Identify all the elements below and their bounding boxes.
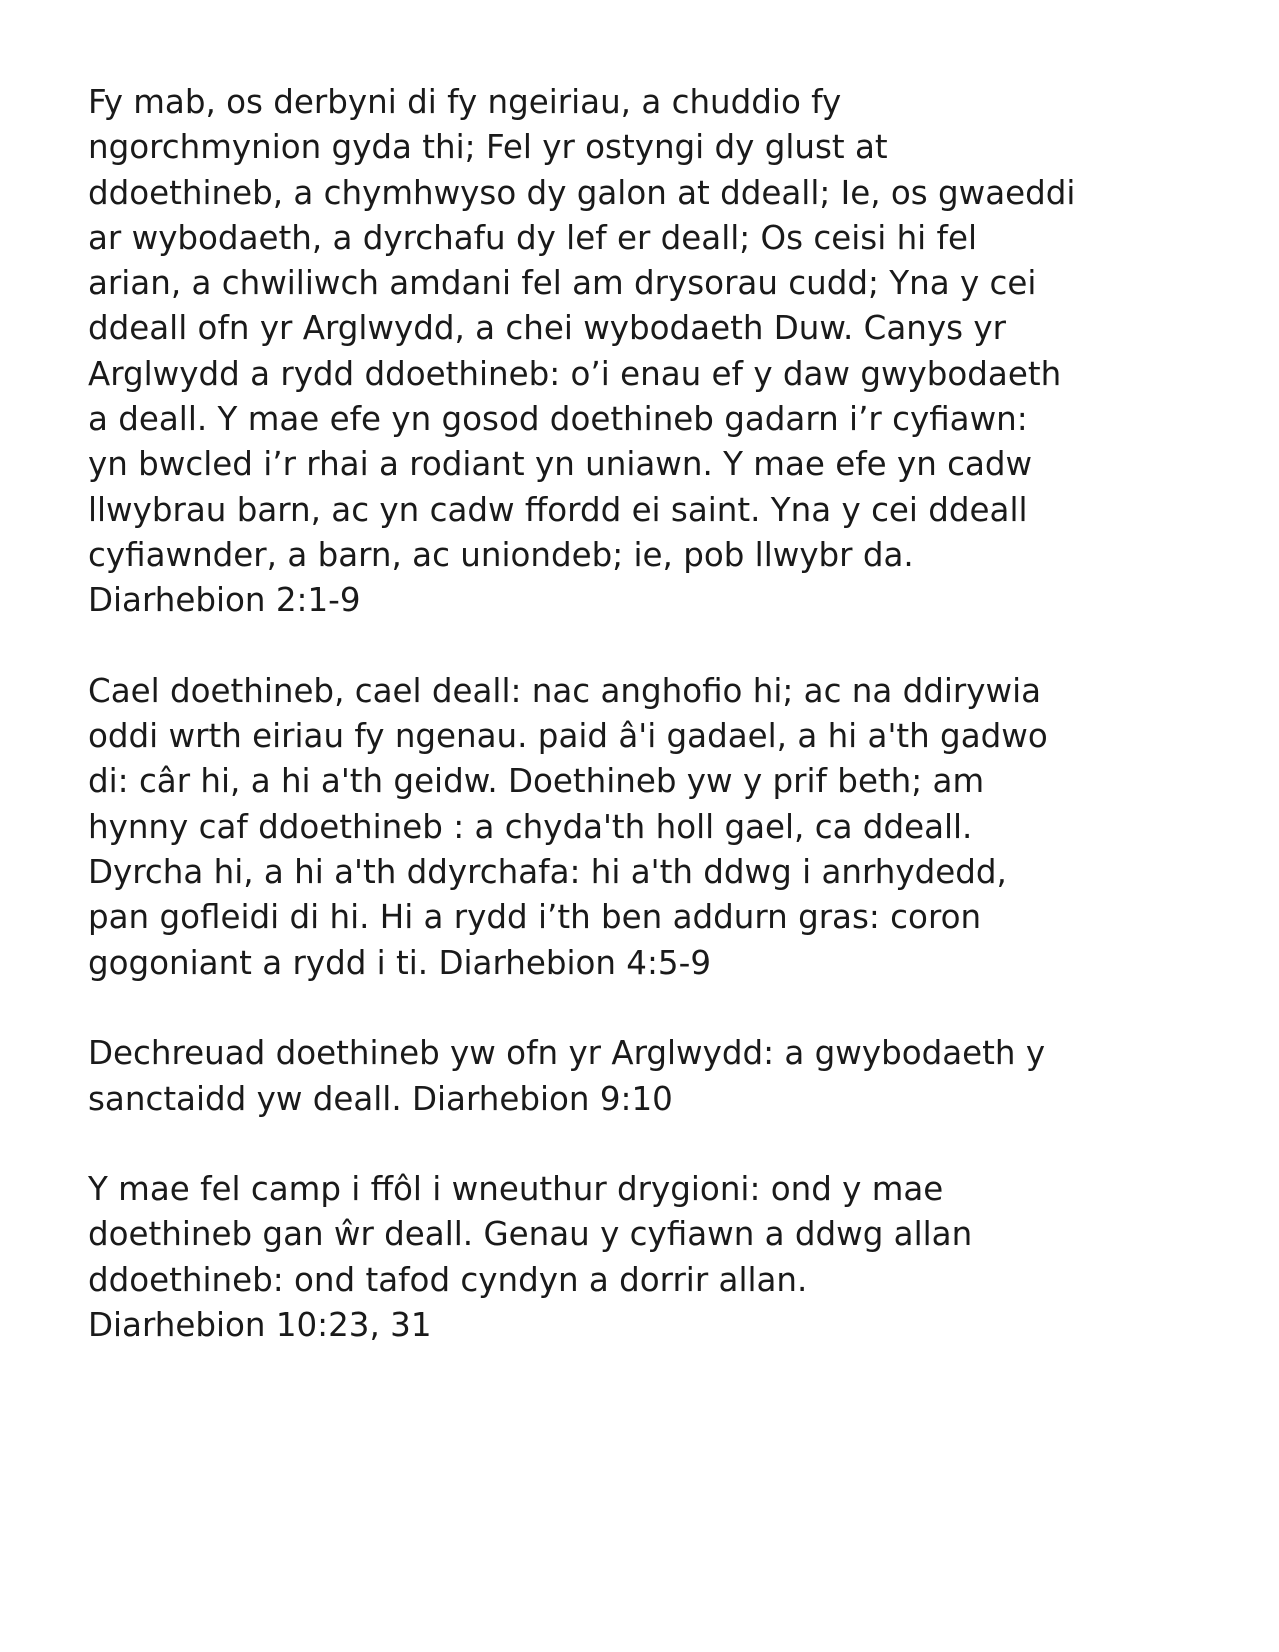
text-line: hynny caf ddoethineb : a chyda'th holl gael, ca ddeall. bbox=[88, 807, 973, 846]
text-line: Cael doethineb, cael deall: nac anghofio hi; ac na ddirywia bbox=[88, 671, 1042, 710]
text-line: Dechreuad doethineb yw ofn yr Arglwydd: a gwybodaeth y bbox=[88, 1034, 1046, 1073]
text-line: yn bwcled i’r rhai a rodiant yn uniawn. Y mae efe yn cadw bbox=[88, 445, 1033, 484]
paragraph-diarhebion-2 bbox=[88, 80, 1198, 624]
paragraph-diarhebion-9 bbox=[88, 1031, 1198, 1122]
text-line: doethineb gan ŵr deall. Genau y cyfiawn a ddwg allan bbox=[88, 1215, 973, 1254]
text-line: ngorchmynion gyda thi; Fel yr ostyngi dy glust at bbox=[88, 128, 888, 167]
text-line: llwybrau barn, ac yn cadw ffordd ei saint. Yna y cei ddeall bbox=[88, 490, 1028, 529]
text-line: gogoniant a rydd i ti. Diarhebion 4:5-9 bbox=[88, 943, 712, 982]
text-line: pan gofleidi di hi. Hi a rydd i’th ben addurn gras: coron bbox=[88, 898, 982, 937]
text-line: Fy mab, os derbyni di fy ngeiriau, a chuddio fy bbox=[88, 83, 842, 121]
document-body bbox=[88, 80, 1198, 1394]
text-line: a deall. Y mae efe yn gosod doethineb gadarn i’r cyfiawn: bbox=[88, 400, 1028, 439]
text-line: sanctaidd yw deall. Diarhebion 9:10 bbox=[88, 1079, 673, 1118]
paragraph-diarhebion-4 bbox=[88, 669, 1198, 986]
text-line: di: câr hi, a hi a'th geidw. Doethineb yw y prif beth; am bbox=[88, 762, 985, 801]
text-line: Dyrcha hi, a hi a'th ddyrchafa: hi a'th ddwg i anrhydedd, bbox=[88, 853, 1007, 892]
text-line: arian, a chwiliwch amdani fel am drysorau cudd; Yna y cei bbox=[88, 264, 1037, 303]
paragraph-diarhebion-10 bbox=[88, 1167, 1198, 1348]
text-line: ddoethineb, a chymhwyso dy galon at ddeall; Ie, os gwaeddi bbox=[88, 173, 1076, 212]
text-line: ddeall ofn yr Arglwydd, a chei wybodaeth Duw. Canys yr bbox=[88, 309, 1006, 348]
text-line: Y mae fel camp i ffôl i wneuthur drygioni: ond y mae bbox=[88, 1170, 944, 1209]
text-line: ddoethineb: ond tafod cyndyn a dorrir allan. bbox=[88, 1260, 808, 1299]
text-line: ar wybodaeth, a dyrchafu dy lef er deall; Os ceisi hi fel bbox=[88, 218, 978, 257]
text-line: Arglwydd a rydd ddoethineb: o’i enau ef y daw gwybodaeth bbox=[88, 354, 1062, 393]
citation-line: Diarhebion 10:23, 31 bbox=[88, 1306, 432, 1345]
text-line: oddi wrth eiriau fy ngenau. paid â'i gadael, a hi a'th gadwo bbox=[88, 717, 1048, 756]
text-line: cyfiawnder, a barn, ac uniondeb; ie, pob llwybr da. bbox=[88, 535, 914, 574]
citation-line: Diarhebion 2:1-9 bbox=[88, 581, 361, 620]
